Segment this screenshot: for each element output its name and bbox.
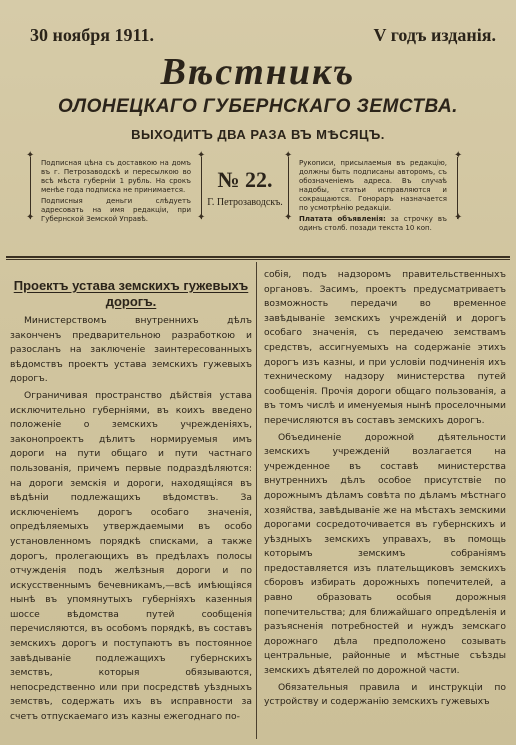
masthead-subtitle: ОЛОНЕЦКАГО ГУБЕРНСКАГО ЗЕМСТВА. — [58, 96, 458, 117]
header-divider-thin — [6, 259, 510, 260]
ornament-corner-icon: ✦ — [26, 150, 35, 161]
ornament-corner-icon: ✦ — [454, 212, 463, 223]
subscription-info — [30, 157, 202, 223]
article-title-line-1: Проектъ устава земскихъ гужевыхъ — [13, 278, 249, 293]
article-paragraph: Ограничивая пространство дѣйствія устава исключительно губерніями, въ коихъ введено положеніе о земскихъ учрежденіяхъ, законопроектъ дѣлитъ нормируемыя имъ дороги на пути общаго и пути частнаго пользованія, причемъ первые подраздѣляются: на дороги земскія и дороги, находящіяся въ вѣдѣніи подлежащихъ вѣдомствъ. За исключеніемъ дорогъ особаго значенія, опредѣляемыхъ утверждаемыми въ особо установленномъ порядкѣ списками, а также дорогъ, пролегающихъ въ предѣлахъ полосы отчужденія подъ желѣзныя дороги и по искусственнымъ бечевникамъ,—всѣ имѣющіяся нынѣ въ упомянутыхъ губерніяхъ казенныя шоссе вѣдомства путей сообщенія перечисляются, въ особомъ порядкѣ, въ составъ земскихъ дорогъ и поступаютъ въ постоянное завѣдываніе подлежащихъ губернскихъ земствъ, которыя обязываются, непосредственно или при посредствѣ уѣздныхъ земствъ, содержать ихъ въ исправности за счетъ отпускаемаго изъ казны ежегоднаго по- — [10, 389, 252, 723]
article-paragraph: Обязательныя правила и инструкціи по устройству и содержанію земскихъ гужевыхъ — [264, 681, 506, 708]
issue-date: 30 ноября 1911. — [30, 24, 155, 45]
issue-number: № 22. — [217, 167, 273, 192]
article-title-line-2: дорогъ. — [105, 294, 157, 309]
article-paragraph: Министерствомъ внутреннихъ дѣлъ законченъ предварительною разработкою и разосланъ на заключеніе заинтересованныхъ вѣдомствъ проектъ устава земскихъ гужевыхъ дорогъ. — [10, 315, 252, 385]
publication-frequency: ВЫХОДИТЪ ДВА РАЗА ВЪ МѢСЯЦЪ. — [131, 127, 385, 142]
masthead-title: Вѣстникъ — [160, 51, 356, 93]
subscription-address-text: Подписныя деньги слѣдуетъ адресовать на имя редакціи, при Губернской Земской Управѣ. — [41, 197, 191, 223]
ornament-corner-icon: ✦ — [284, 212, 293, 223]
article-column-left — [10, 268, 252, 741]
publication-year: V годъ изданія. — [373, 24, 496, 45]
ads-price-value: за строчку въ одинъ столб. позади текста 10 коп. — [299, 215, 447, 232]
header-divider — [6, 256, 510, 258]
article-title — [10, 278, 252, 310]
subscription-price-text: Подписная цѣна съ доставкою на домъ въ г. Петрозаводскѣ и пересылкою во всѣ мѣста губерніи 1 рубль. На срокъ менѣе года подписка не принимается. — [41, 159, 191, 194]
ornament-corner-icon: ✦ — [454, 150, 463, 161]
ornament-corner-icon: ✦ — [197, 150, 206, 161]
top-line — [30, 22, 496, 48]
manuscripts-text: Рукописи, присылаемыя въ редакцію, должны быть подписаны авторомъ, съ обозначеніемъ адреса. Въ случаѣ надобы, статьи исправляются и сокращаются. Гонораръ назначается по усмотрѣнію редакціи. — [299, 159, 447, 212]
ornament-corner-icon: ✦ — [284, 150, 293, 161]
article-paragraph: собія, подъ надзоромъ правительственныхъ органовъ. Засимъ, проектъ предусматриваетъ возможность передачи во временное завѣдываніе земскихъ учрежденій и дорогъ особаго значенія, съ передачею земствамъ средствъ, ассигнуемыхъ на содержаніе этихъ дорогъ изъ казны, и при условіи подчиненія ихъ техническому надзору министерства путей сообщенія. Прочія дороги общаго пользованія, а въ томъ числѣ и именуемыя нынѣ проселочными перечисляются въ составъ земскихъ дорогъ. — [264, 269, 506, 426]
issue-city: Г. Петрозаводскъ. — [207, 197, 283, 208]
column-divider — [256, 262, 257, 739]
editorial-info — [288, 157, 458, 232]
ornament-corner-icon: ✦ — [197, 212, 206, 223]
article-column-right — [264, 268, 506, 741]
ads-price-text — [299, 215, 447, 233]
ads-price-label: Платата объявленія: — [299, 215, 386, 223]
ornament-corner-icon: ✦ — [26, 212, 35, 223]
article-paragraph: Объединеніе дорожной дѣятельности земскихъ учрежденій возлагается на учрежденное въ составѣ министерства внутреннихъ дѣлъ особое присутствіе по дорожнымъ дѣламъ совѣта по дѣламъ мѣстнаго хозяйства, завѣдываніе же на мѣстахъ земскими дорогами сосредоточивается въ губернскихъ и уѣздныхъ земскихъ управахъ, въ помощь которымъ земскимъ собраніямъ предоставляется изъ плательщиковъ земскихъ сборовъ избирать дорожныхъ попечителей, а равно образовать особыя дорожныя попечительства; для ближайшаго опредѣленія и разъясненія потребностей и нуждъ земскаго дорожнаго дѣла предположено созывать центральные, районные и мѣстные съѣзды земскихъ дѣятелей по дорожной части. — [264, 431, 506, 677]
